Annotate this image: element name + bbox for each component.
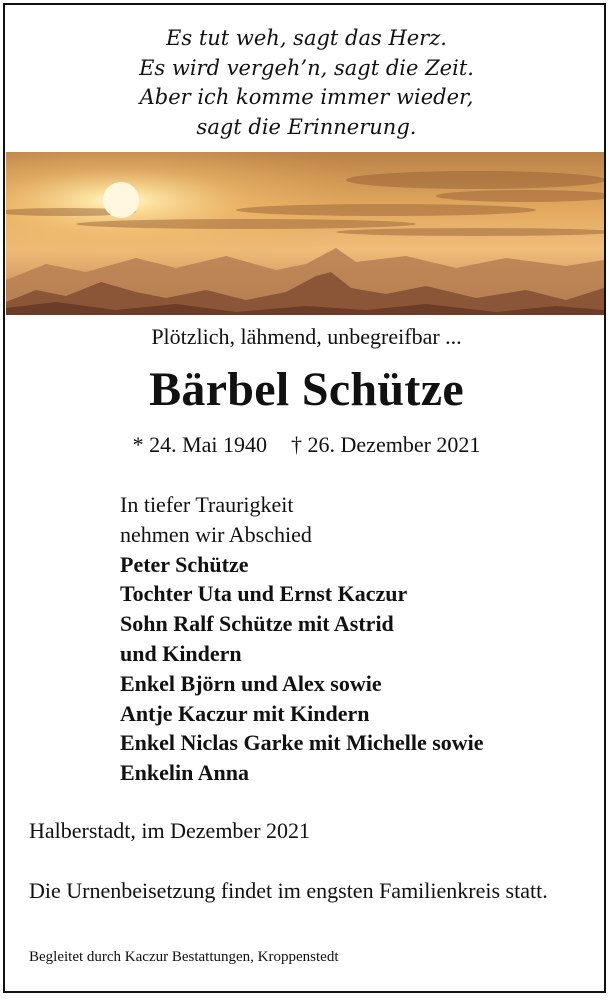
mourner-line: Tochter Uta und Ernst Kaczur (120, 581, 408, 607)
burial-notice: Die Urnenbeisetzung findet im engsten Familienkreis statt. (29, 878, 548, 903)
mourner-line: und Kindern (120, 640, 242, 666)
mourners-block (120, 490, 484, 788)
subtitle: Plötzlich, lähmend, unbegreifbar ... (151, 324, 462, 349)
mourner-line: Enkel Björn und Alex sowie (120, 670, 382, 696)
mourners-intro-line: nehmen wir Abschied (120, 521, 312, 547)
poem-line: sagt die Erinnerung. (196, 114, 417, 139)
mourner-line: Enkelin Anna (120, 760, 250, 786)
mourners-intro-line: In tiefer Traurigkeit (120, 492, 294, 517)
sunset-mountain-picture (6, 152, 604, 315)
life-dates (0, 432, 613, 458)
poem-line: Aber ich komme immer wieder, (139, 85, 474, 109)
mourner-line: Sohn Ralf Schütze mit Astrid (120, 611, 394, 637)
poem-line: Es wird vergeh’n, sagt die Zeit. (139, 55, 474, 80)
birth-date: * 24. Mai 1940 (132, 432, 268, 457)
poem (0, 24, 613, 142)
poem-line: Es tut weh, sagt das Herz. (166, 26, 447, 50)
mourner-line: Antje Kaczur mit Kindern (120, 700, 370, 726)
mourner-line: Peter Schütze (120, 551, 249, 577)
mourner-line: Enkel Niclas Garke mit Michelle sowie (120, 730, 484, 756)
death-date: † 26. Dezember 2021 (291, 432, 481, 457)
sunset-mountain-image (6, 152, 604, 315)
deceased-name: Bärbel Schütze (149, 363, 464, 416)
place-date: Halberstadt, im Dezember 2021 (29, 818, 311, 843)
undertaker-credit: Begleitet durch Kaczur Bestattungen, Kroppenstedt (29, 949, 339, 965)
